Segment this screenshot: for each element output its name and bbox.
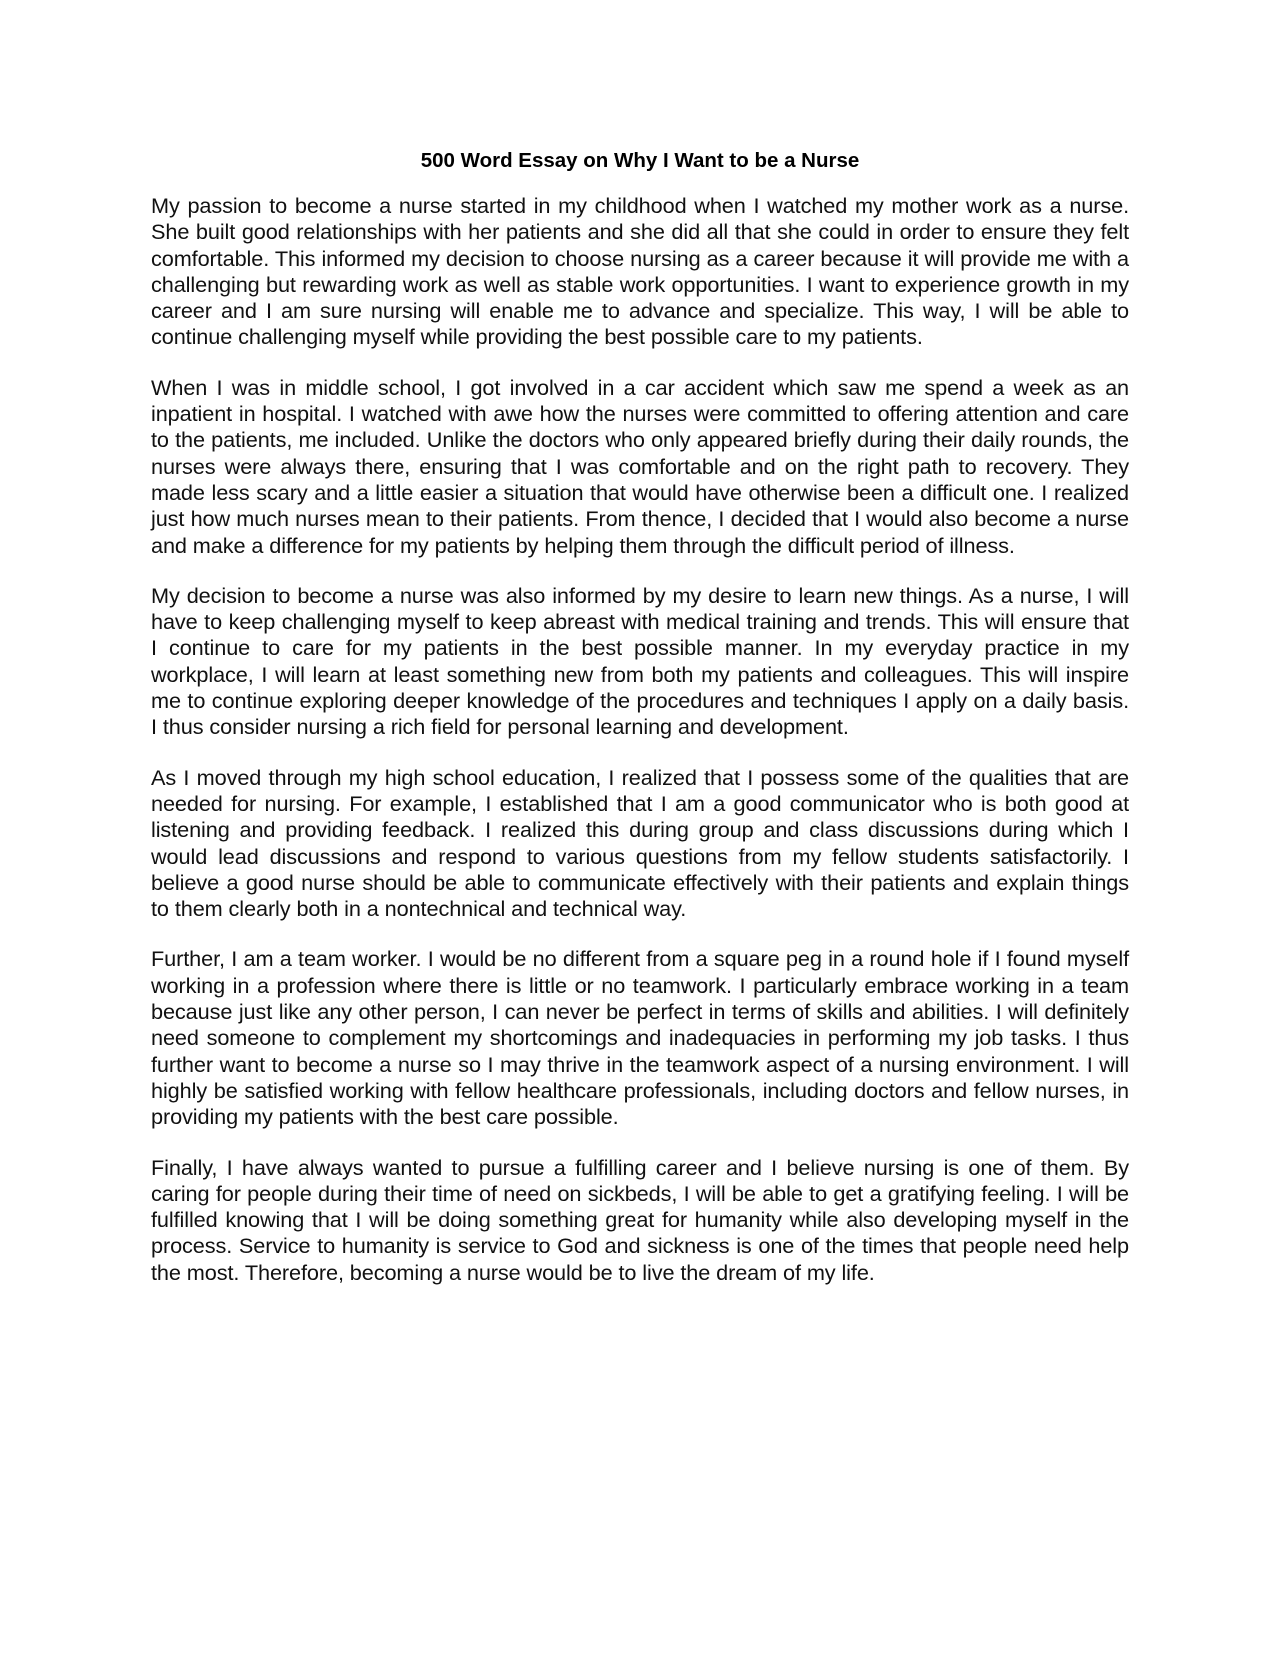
paragraph-6: Finally, I have always wanted to pursue a fulfilling career and I believe nursing is one of them. By caring for people during their time of need on sickbeds, I will be able to get a gratifying feeling. I will be fulfilled knowing that I will be doing something great for humanity while also developing myself in the process. Service to humanity is service to God and sickness is one of the times that people need help the most. Therefore, becoming a nurse would be to live the dream of my life. — [151, 1154, 1129, 1285]
paragraph-4: As I moved through my high school education, I realized that I possess some of the qualities that are needed for nursing. For example, I established that I am a good communicator who is both good at listening and providing feedback. I realized this during group and class discussions during which I would lead discussions and respond to various questions from my fellow students satisfactorily. I believe a good nurse should be able to communicate effectively with their patients and explain things to them clearly both in a nontechnical and technical way. — [151, 764, 1129, 922]
paragraph-2: When I was in middle school, I got involved in a car accident which saw me spend a week as an inpatient in hospital. I watched with awe how the nurses were committed to offering attention and care to the patients, me included. Unlike the doctors who only appeared briefly during their daily rounds, the nurses were always there, ensuring that I was comfortable and on the right path to recovery. They made less scary and a little easier a situation that would have otherwise been a difficult one. I realized just how much nurses mean to their patients. From thence, I decided that I would also become a nurse and make a difference for my patients by helping them through the difficult period of illness. — [151, 374, 1129, 558]
essay-body — [151, 148, 1129, 1310]
paragraph-1: My passion to become a nurse started in my childhood when I watched my mother work as a nurse. She built good relationships with her patients and she did all that she could in order to ensure they felt comfortable. This informed my decision to choose nursing as a career because it will provide me with a challenging but rewarding work as well as stable work opportunities. I want to experience growth in my career and I am sure nursing will enable me to advance and specialize. This way, I will be able to continue challenging myself while providing the best possible care to my patients. — [151, 193, 1129, 350]
essay-title: 500 Word Essay on Why I Want to be a Nurse — [420, 149, 860, 172]
paragraph-3: My decision to become a nurse was also informed by my desire to learn new things. As a nurse, I will have to keep challenging myself to keep abreast with medical training and trends. This will ensure that I continue to care for my patients in the best possible manner. In my everyday practice in my workplace, I will learn at least something new from both my patients and colleagues. This will inspire me to continue exploring deeper knowledge of the procedures and techniques I apply on a daily basis. I thus consider nursing a rich field for personal learning and development. — [151, 582, 1129, 740]
paragraph-5: Further, I am a team worker. I would be no different from a square peg in a round hole if I found myself working in a profession where there is little or no teamwork. I particularly embrace working in a team because just like any other person, I can never be perfect in terms of skills and abilities. I will definitely need someone to complement my shortcomings and inadequacies in performing my job tasks. I thus further want to become a nurse so I may thrive in the teamwork aspect of a nursing environment. I will highly be satisfied working with fellow healthcare professionals, including doctors and fellow nurses, in providing my patients with the best care possible. — [151, 946, 1129, 1130]
